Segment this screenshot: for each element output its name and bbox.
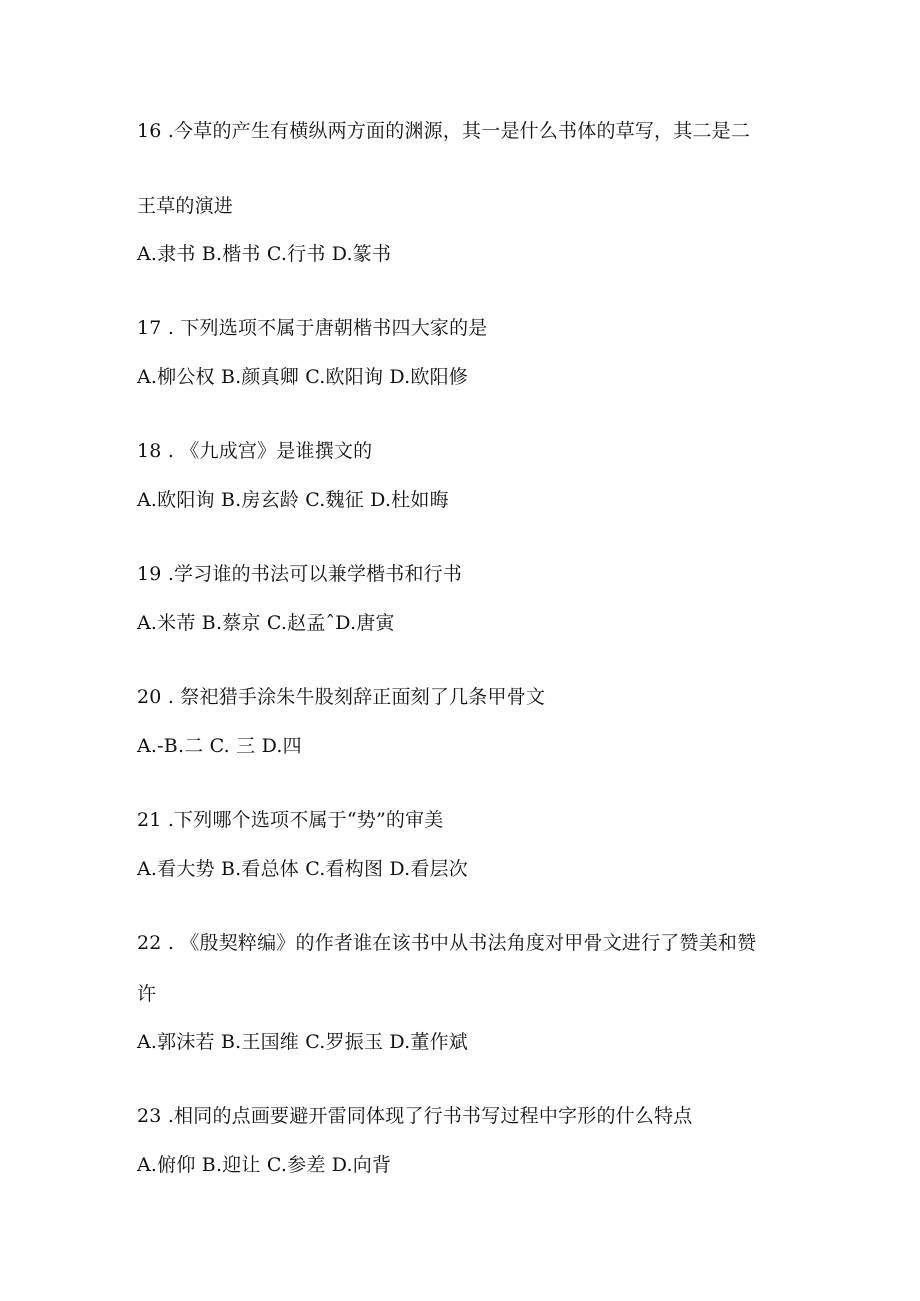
question-16-text-line-2: 王草的演进 xyxy=(137,195,234,217)
question-17-options: A.柳公权 B.颜真卿 C.欧阳询 D.欧阳修 xyxy=(137,366,468,388)
question-23-text: 23 .相同的点画要避开雷同体现了行书书写过程中字形的什么特点 xyxy=(137,1105,693,1127)
question-21-options: A.看大势 B.看总体 C.看构图 D.看层次 xyxy=(137,858,468,880)
question-19-options: A.米芾 B.蔡京 C.赵孟ˆD.唐寅 xyxy=(137,612,395,634)
question-20-text: 20 . 祭祀猎手涂朱牛股刻辞正面刻了几条甲骨文 xyxy=(137,686,546,708)
question-18-options: A.欧阳询 B.房玄龄 C.魏征 D.杜如晦 xyxy=(137,489,449,511)
question-22-text-line-2: 许 xyxy=(137,983,157,1005)
question-17-text: 17 . 下列选项不属于唐朝楷书四大家的是 xyxy=(137,317,488,339)
question-18-text: 18 . 《九成宫》是谁撰文的 xyxy=(137,440,373,462)
question-21-text: 21 .下列哪个选项不属于“势”的审美 xyxy=(137,809,444,831)
question-22-text-line-1: 22 . 《殷契粹编》的作者谁在该书中从书法角度对甲骨文进行了赞美和赞 xyxy=(137,932,757,954)
question-19-text: 19 .学习谁的书法可以兼学楷书和行书 xyxy=(137,563,463,585)
question-16-options: A.隶书 B.楷书 C.行书 D.篆书 xyxy=(137,243,392,265)
question-22-options: A.郭沫若 B.王国维 C.罗振玉 D.董作斌 xyxy=(137,1031,468,1053)
question-16-text-line-1: 16 .今草的产生有横纵两方面的渊源，其一是什么书体的草写，其二是二 xyxy=(137,120,751,142)
question-20-options: A.-B.二 C. 三 D.四 xyxy=(137,735,302,757)
question-23-options: A.俯仰 B.迎让 C.参差 D.向背 xyxy=(137,1154,392,1176)
